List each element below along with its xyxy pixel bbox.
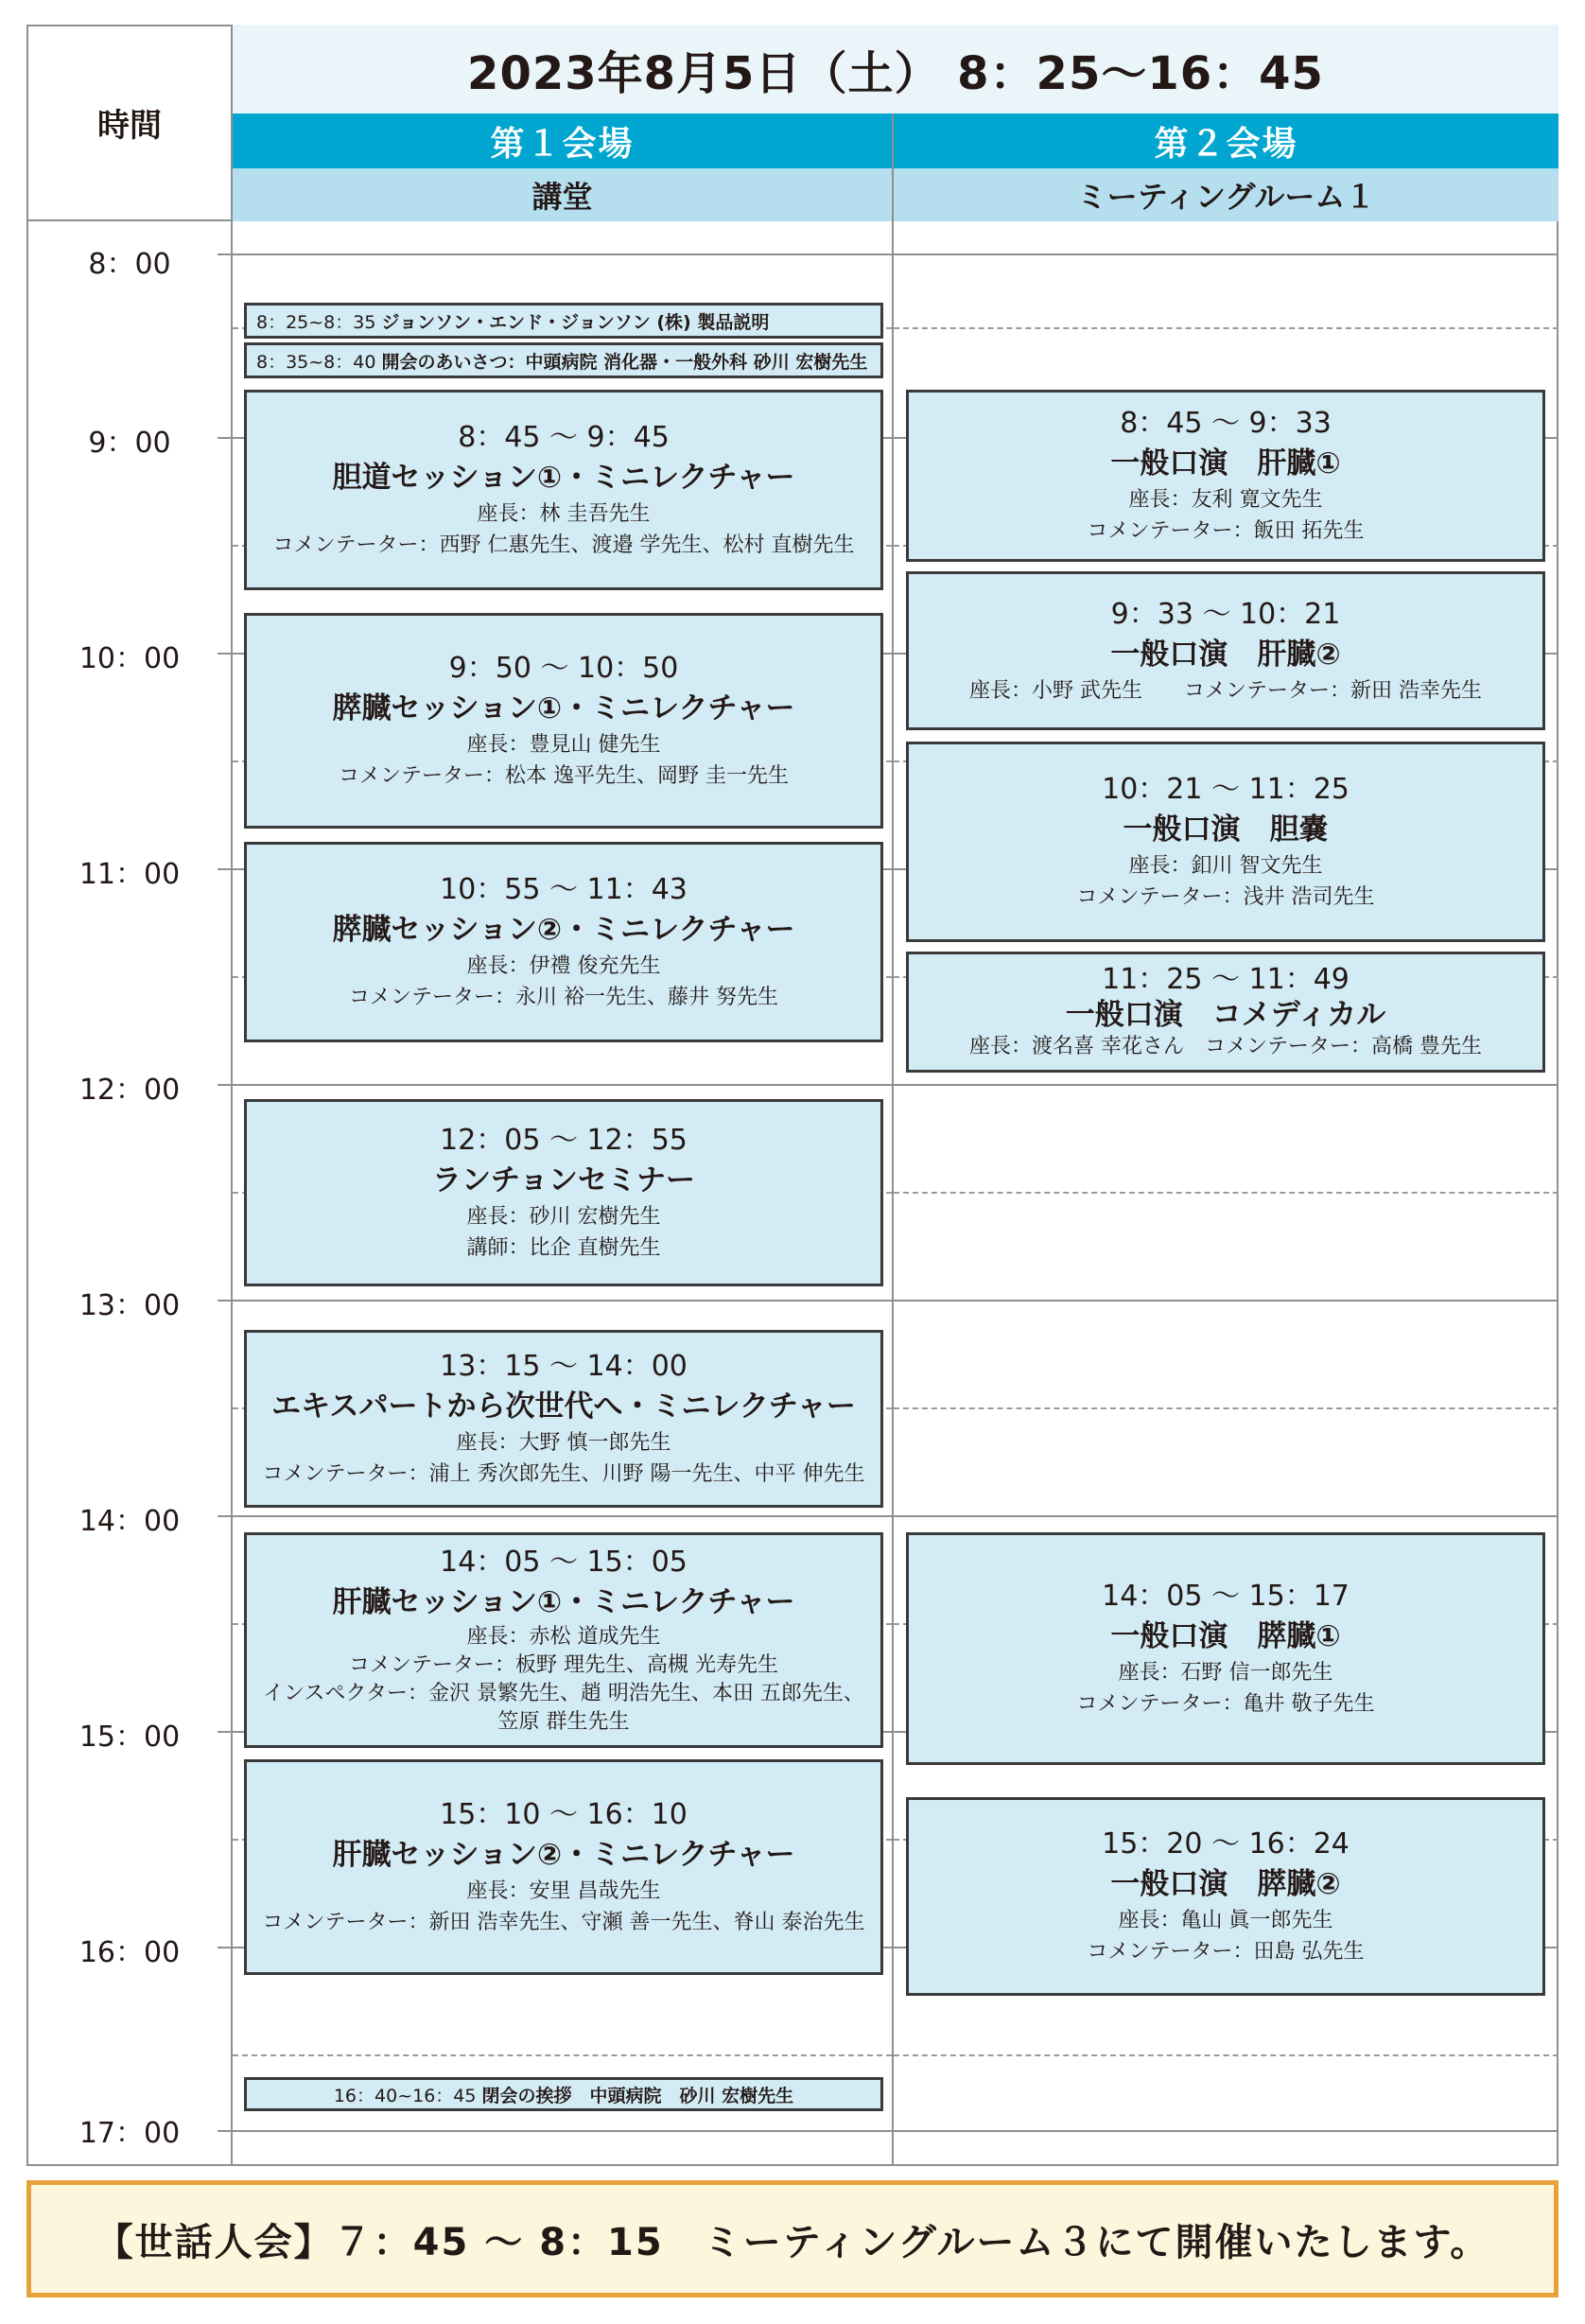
- venue2-session-pancreas-1: [906, 1532, 1545, 1765]
- time-label-1200: 12：00: [78, 1074, 181, 1107]
- hour-gridline: [233, 253, 892, 255]
- venue1-session-liver-2: [244, 1759, 883, 1975]
- session-lecturer: 講師：比企 直樹先生: [466, 1236, 661, 1260]
- session-title: ランチョンセミナー: [431, 1163, 696, 1197]
- hour-gridline: [233, 2130, 892, 2132]
- session-chair: 座長：大野 慎一郎先生: [456, 1431, 671, 1455]
- session-time: 9：33 ～ 10：21: [1110, 597, 1341, 631]
- venue2-session-liver-1: [906, 390, 1545, 562]
- time-label-1000: 10：00: [78, 642, 181, 675]
- hour-gridline: [894, 1084, 1559, 1086]
- session-chair: 座長：亀山 眞一郎先生: [1118, 1909, 1333, 1932]
- venue1-session-biliary-1: [244, 390, 883, 590]
- date-banner: 2023年8月5日（土） 8：25～16：45: [233, 25, 1559, 114]
- session-time: 10：55 ～ 11：43: [440, 873, 688, 906]
- time-column-header: 時間: [97, 106, 162, 145]
- session-title: 肝臓セッション①・ミニレクチャー: [332, 1585, 795, 1619]
- session-inspectors: インスペクター：金沢 景繁先生、趙 明浩先生、本田 五郎先生、: [263, 1682, 864, 1705]
- session-commentators: コメンテーター：松本 逸平先生、岡野 圭一先生: [339, 764, 789, 788]
- session-chair: 座長：石野 信一郎先生: [1118, 1661, 1333, 1685]
- session-chair: 座長：友利 寛文先生: [1128, 488, 1323, 512]
- hour-gridline: [233, 1300, 892, 1302]
- half-hour-gridline: [894, 1407, 1559, 1409]
- venue1-room: 講堂: [233, 168, 892, 221]
- venue2-room: ミーティングルーム１: [894, 168, 1559, 221]
- half-hour-gridline: [894, 2054, 1559, 2056]
- hour-gridline: [894, 1515, 1559, 1517]
- session-time: 10：21 ～ 11：25: [1102, 773, 1350, 806]
- organizer-meeting-notice: 【世話人会】７：45 ～ 8：15 ミーティングルーム３にて開催いたします。: [26, 2180, 1559, 2298]
- session-commentators: コメンテーター：亀井 敬子先生: [1076, 1692, 1375, 1716]
- session-time: 12：05 ～ 12：55: [440, 1124, 688, 1157]
- hour-gridline: [894, 253, 1559, 255]
- session-chair: 座長：釦川 智文先生: [1128, 854, 1323, 878]
- venue2-session-pancreas-2: [906, 1797, 1545, 1996]
- session-inspectors-cont: 笠原 群生先生: [497, 1710, 630, 1734]
- venue1-session-pancreas-1: [244, 613, 883, 829]
- venue2-session-comedical: [906, 952, 1545, 1073]
- session-title: エキスパートから次世代へ・ミニレクチャー: [271, 1389, 856, 1424]
- session-time: 15：20 ～ 16：24: [1102, 1827, 1350, 1861]
- hour-gridline: [894, 2130, 1559, 2132]
- half-hour-gridline: [894, 327, 1559, 329]
- time-label-1100: 11：00: [78, 858, 181, 891]
- half-hour-gridline: [894, 1192, 1559, 1194]
- venue1-session-expert: [244, 1330, 883, 1508]
- venue1-strip-opening: [244, 342, 883, 378]
- session-title: 膵臓セッション②・ミニレクチャー: [332, 913, 795, 947]
- session-time: 9：50 ～ 10：50: [448, 652, 679, 685]
- session-time: 14：05 ～ 15：17: [1102, 1580, 1350, 1613]
- session-commentators: コメンテーター：浦上 秀次郎先生、川野 陽一先生、中平 伸先生: [262, 1462, 865, 1486]
- session-chair-commentator: 座長：小野 武先生 コメンテーター：新田 浩幸先生: [969, 678, 1482, 703]
- session-chair: 座長：豊見山 健先生: [466, 733, 661, 757]
- session-title: 一般口演 肝臓①: [1110, 446, 1341, 481]
- hour-gridline: [894, 1300, 1559, 1302]
- hour-gridline: [233, 1084, 892, 1086]
- venue2-session-gallbladder: [906, 742, 1545, 942]
- session-commentators: コメンテーター：板野 理先生、高槻 光寿先生: [349, 1653, 778, 1677]
- session-chair: 座長：伊禮 俊充先生: [466, 954, 661, 978]
- time-label-1300: 13：00: [78, 1289, 181, 1322]
- time-label-1700: 17：00: [78, 2117, 181, 2150]
- venue1-session-luncheon: [244, 1099, 883, 1286]
- time-label-1500: 15：00: [78, 1721, 181, 1754]
- session-title: 一般口演 コメディカル: [1065, 998, 1386, 1032]
- session-time: 13：15 ～ 14：00: [440, 1350, 688, 1383]
- session-title: 一般口演 胆嚢: [1123, 813, 1329, 847]
- session-time: 14：05 ～ 15：05: [440, 1546, 688, 1579]
- venue2-header: 第２会場: [894, 114, 1559, 168]
- strip-time: 16：40~16：45: [333, 2085, 477, 2106]
- session-title: 一般口演 膵臓①: [1110, 1619, 1341, 1653]
- venue1-strip-closing: [244, 2077, 883, 2111]
- session-title: 一般口演 肝臓②: [1110, 637, 1341, 672]
- session-chair-commentator: 座長：渡名喜 幸花さん コメンテーター：高橋 豊先生: [969, 1035, 1482, 1058]
- venue2-session-liver-2: [906, 571, 1545, 730]
- strip-text: 閉会の挨拶 中頭病院 砂川 宏樹先生: [481, 2085, 794, 2106]
- half-hour-gridline: [233, 2054, 892, 2056]
- time-label-1600: 16：00: [78, 1936, 181, 1969]
- session-chair: 座長：林 圭吾先生: [477, 502, 651, 526]
- session-time: 8：45 ～ 9：45: [458, 421, 670, 454]
- session-title: 膵臓セッション①・ミニレクチャー: [332, 691, 795, 725]
- session-time: 8：45 ～ 9：33: [1120, 407, 1332, 440]
- strip-text: 開会のあいさつ：中頭病院 消化器・一般外科 砂川 宏樹先生: [381, 351, 868, 373]
- venue1-header: 第１会場: [233, 114, 892, 168]
- session-commentators: コメンテーター：新田 浩幸先生、守瀬 善一先生、脊山 泰治先生: [262, 1911, 865, 1934]
- session-commentators: コメンテーター：田島 弘先生: [1087, 1940, 1365, 1964]
- session-chair: 座長：安里 昌哉先生: [466, 1879, 661, 1903]
- time-label-1400: 14：00: [78, 1505, 181, 1538]
- session-title: 肝臓セッション②・ミニレクチャー: [332, 1838, 795, 1872]
- venue1-session-pancreas-2: [244, 842, 883, 1042]
- session-commentators: コメンテーター：永川 裕一先生、藤井 努先生: [349, 986, 778, 1009]
- session-title: 一般口演 膵臓②: [1110, 1867, 1341, 1901]
- time-label-0800: 8：00: [88, 248, 171, 281]
- strip-time: 8：25~8：35: [256, 311, 376, 333]
- session-time: 11：25 ～ 11：49: [1102, 963, 1350, 996]
- session-title: 胆道セッション①・ミニレクチャー: [332, 461, 795, 495]
- venue-column-divider: [892, 114, 894, 2166]
- session-chair: 座長：砂川 宏樹先生: [466, 1205, 661, 1229]
- time-label-0900: 9：00: [88, 427, 171, 460]
- venue1-session-liver-1: [244, 1532, 883, 1748]
- session-chair: 座長：赤松 道成先生: [466, 1625, 661, 1649]
- hour-gridline: [233, 1515, 892, 1517]
- session-commentators: コメンテーター：西野 仁惠先生、渡邉 学先生、松村 直樹先生: [272, 533, 855, 557]
- strip-time: 8：35~8：40: [256, 351, 376, 373]
- session-time: 15：10 ～ 16：10: [440, 1798, 688, 1831]
- session-commentators: コメンテーター：飯田 拓先生: [1087, 519, 1365, 543]
- strip-text: ジョンソン・エンド・ジョンソン (株) 製品説明: [381, 311, 770, 333]
- session-commentators: コメンテーター：浅井 浩司先生: [1076, 885, 1375, 909]
- venue1-strip-sponsor: [244, 303, 883, 339]
